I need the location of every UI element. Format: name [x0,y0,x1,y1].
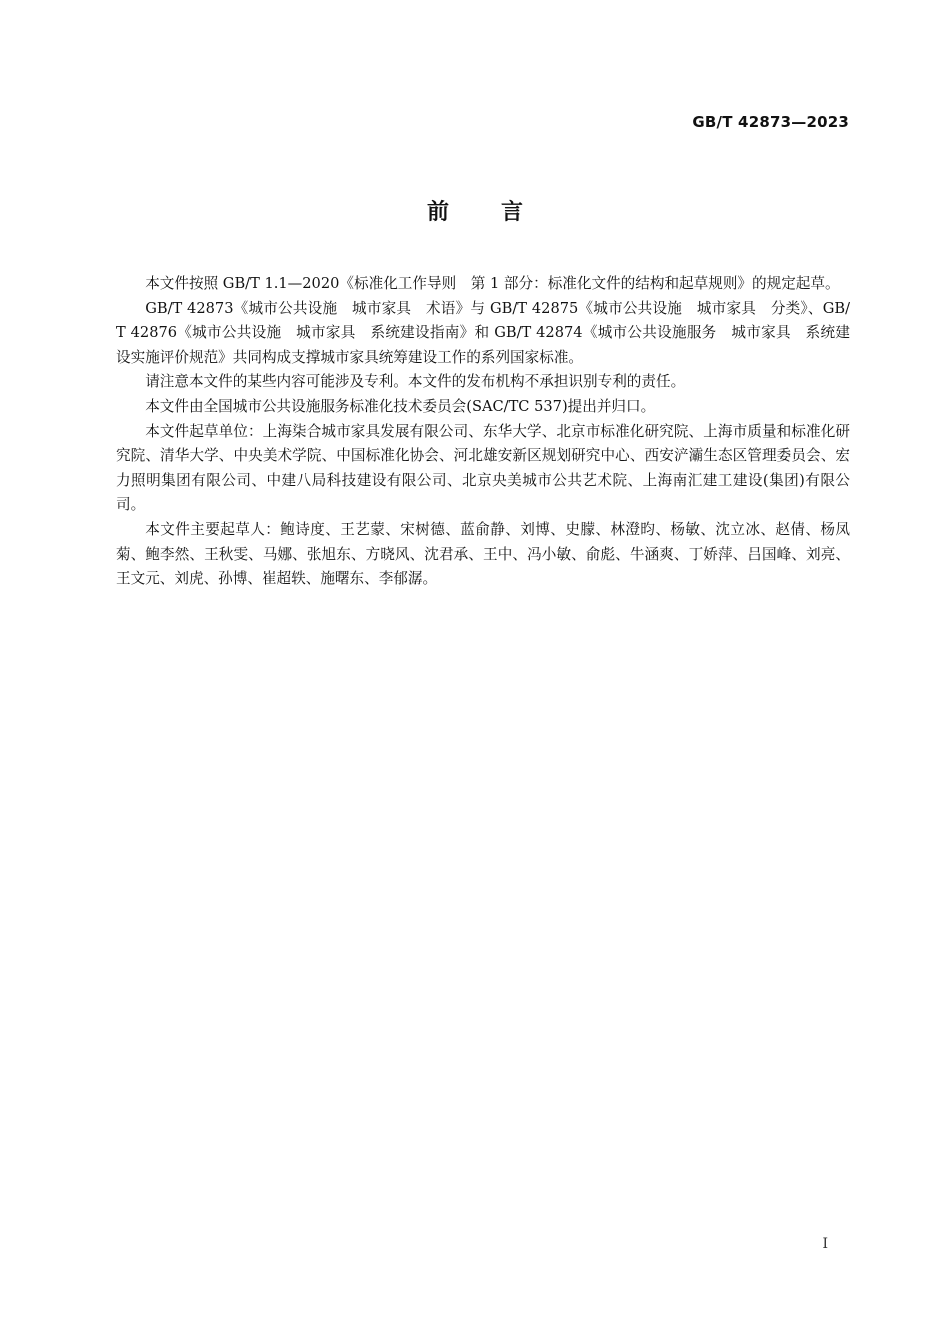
title-char-2: 言 [501,200,524,225]
page-title [0,195,950,226]
paragraph-drafting-units: 本文件起草单位：上海柒合城市家具发展有限公司、东华大学、北京市标准化研究院、上海市质量和标准化研究院、清华大学、中央美术学院、中国标准化协会、河北雄安新区规划研究中心、西安浐灞生态区管理委员会、宏力照明集团有限公司、中建八局科技建设有限公司、北京央美城市公共艺术院、上海南汇建工建设(集团)有限公司。 [116,422,850,514]
standard-code: GB/T 42873—2023 [692,113,849,131]
paragraph-drafting-rules: 本文件按照 GB/T 1.1—2020《标准化工作导则 第 1 部分：标准化文件的结构和起草规则》的规定起草。 [145,275,840,292]
title-char-1: 前 [426,200,449,225]
paragraph-series-standards: GB/T 42873《城市公共设施 城市家具 术语》与 GB/T 42875《城市公共设施 城市家具 分类》、GB/T 42876《城市公共设施 城市家具 系统建设指南》和 GB/T 42874《城市公共设施服务 城市家具 系统建设实施评价规范》共同构成支撑城市家具统筹建设工作的系列国家标准。 [116,299,850,366]
paragraph-drafters: 本文件主要起草人：鲍诗度、王艺蒙、宋树德、蓝俞静、刘博、史朦、林澄昀、杨敏、沈立冰、赵倩、杨凤菊、鲍李然、王秋雯、马娜、张旭东、方晓风、沈君承、王中、冯小敏、俞彪、牛涵爽、丁娇萍、吕国峰、刘亮、王文元、刘虎、孙博、崔超轶、施曙东、李郁潺。 [116,520,850,588]
page-number: I [822,1236,828,1252]
paragraph-patent-notice: 请注意本文件的某些内容可能涉及专利。本文件的发布机构不承担识别专利的责任。 [145,373,686,391]
document-body [116,272,850,592]
paragraph-committee: 本文件由全国城市公共设施服务标准化技术委员会(SAC/TC 537)提出并归口。 [145,397,656,415]
